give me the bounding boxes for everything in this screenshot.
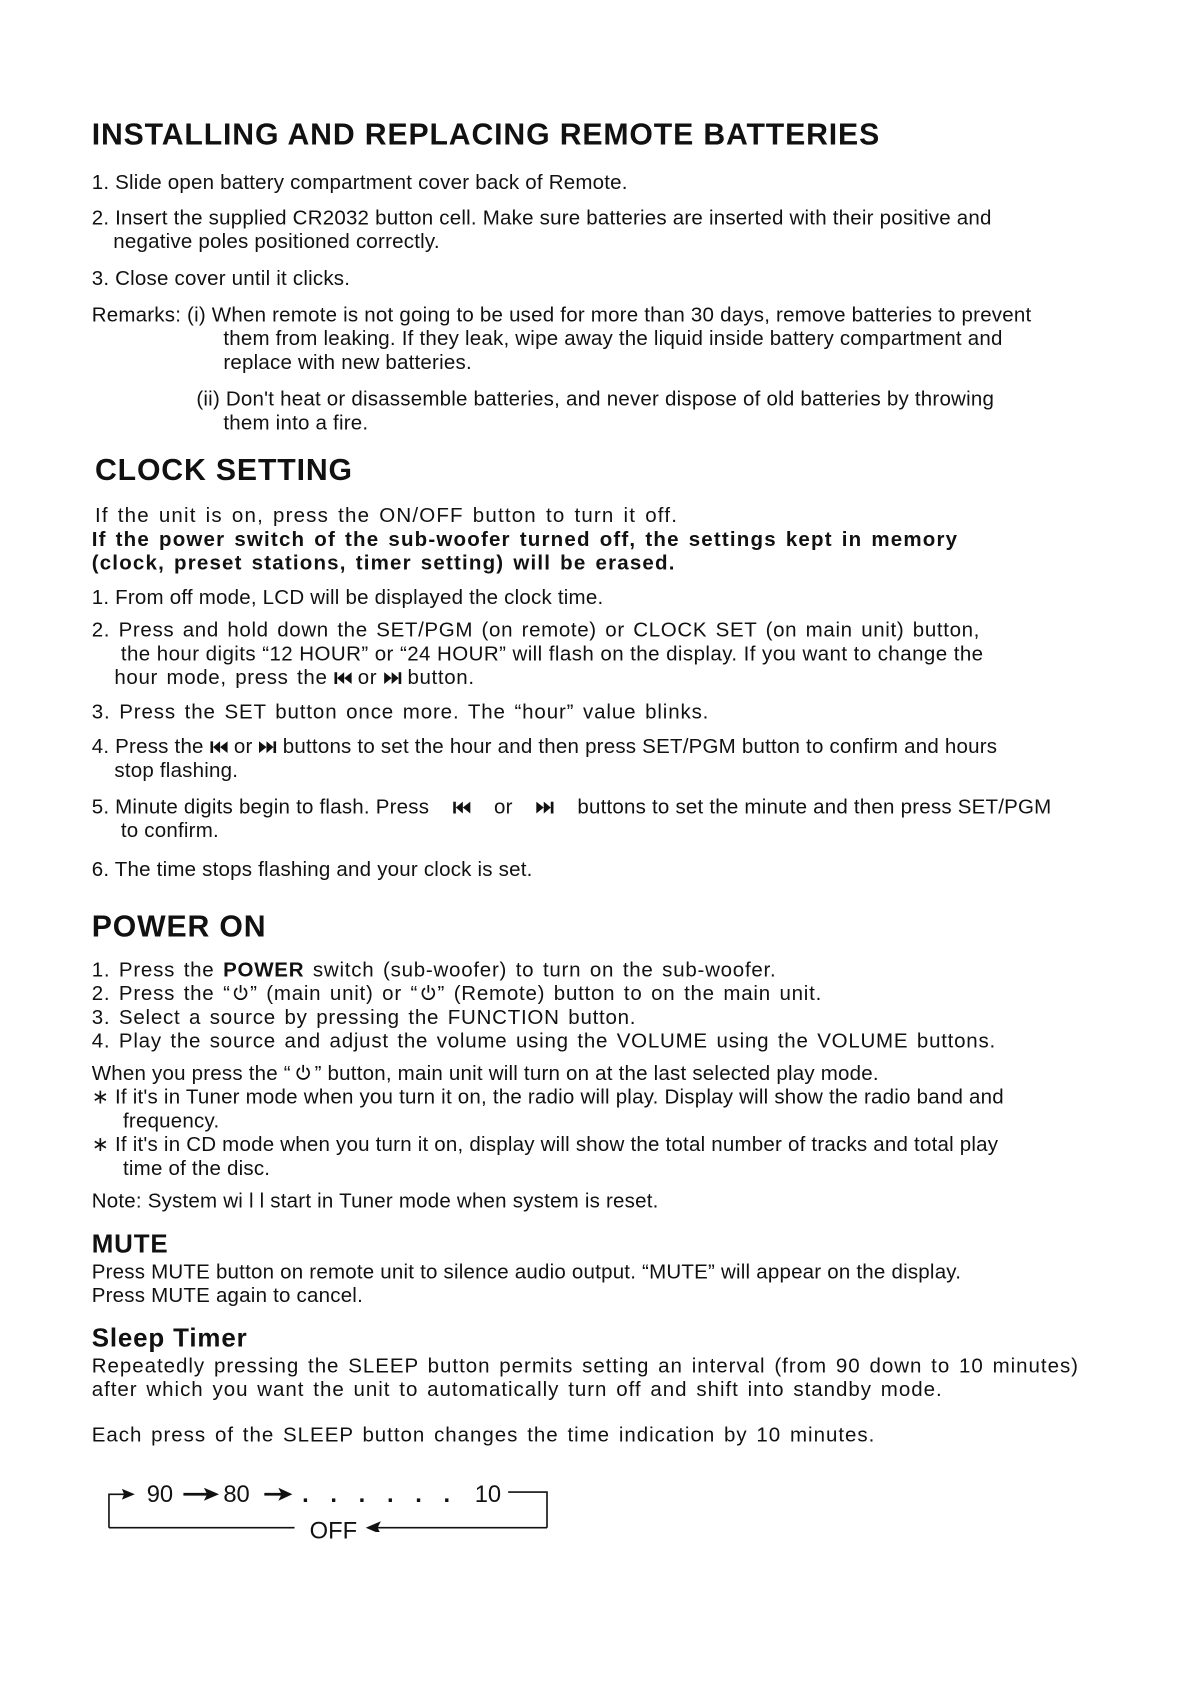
text-line: 2. Insert the supplied CR2032 button cell. Make sure batteries are inserted with their positive and bbox=[91, 207, 992, 230]
text-line: 1. Slide open battery compartment cover back of Remote. bbox=[91, 171, 628, 195]
heading-batteries: INSTALLING AND REPLACING REMOTE BATTERIES bbox=[91, 117, 881, 152]
text-line: stop flashing. bbox=[114, 759, 239, 783]
text-line: Remarks: (i) When remote is not going to be used for more than 30 days, remove batteries to prevent bbox=[91, 304, 1032, 327]
text-line bbox=[92, 984, 822, 1006]
text-line: 4. Play the source and adjust the volume using the VOLUME using the VOLUME buttons. bbox=[91, 1030, 996, 1054]
power-icon bbox=[420, 984, 435, 1006]
text-line: Press MUTE button on remote unit to silence audio output. “MUTE” will appear on the display. bbox=[91, 1261, 962, 1284]
text-line: after which you want the unit to automatically turn off and shift into standby mode. bbox=[91, 1378, 943, 1402]
text-line: them from leaking. If they leak, wipe away the liquid inside battery compartment and bbox=[223, 327, 1003, 351]
text-line: replace with new batteries. bbox=[223, 351, 472, 375]
skip-forward-icon bbox=[536, 797, 553, 819]
text-line bbox=[92, 960, 777, 982]
text: switch (sub-woofer) to turn on the sub-woofer. bbox=[304, 959, 777, 982]
text-line: Press MUTE again to cancel. bbox=[91, 1284, 363, 1308]
text: button. bbox=[407, 666, 475, 690]
text: or bbox=[233, 735, 253, 759]
text: When you press the “ bbox=[91, 1062, 291, 1086]
skip-back-icon bbox=[453, 797, 470, 819]
text-line bbox=[92, 737, 998, 759]
power-icon bbox=[295, 1064, 310, 1086]
text: 2. Press the “ bbox=[91, 982, 231, 1006]
text: hour mode, press the bbox=[114, 666, 328, 690]
sleep-value-10: 10 bbox=[474, 1480, 502, 1508]
text-line: ∗ If it's in CD mode when you turn it on, display will show the total number of tracks and total play bbox=[91, 1133, 999, 1157]
text-line: 3. Press the SET button once more. The “hour” value blinks. bbox=[91, 701, 710, 724]
text: 4. Press the bbox=[91, 735, 204, 759]
skip-back-icon bbox=[334, 668, 351, 690]
text-line: them into a fire. bbox=[223, 412, 369, 435]
power-icon bbox=[233, 984, 248, 1006]
heading-mute: MUTE bbox=[91, 1229, 169, 1260]
text: ” (main unit) or “ bbox=[250, 982, 419, 1006]
skip-forward-icon bbox=[259, 737, 276, 759]
text-line bbox=[92, 1064, 879, 1086]
text-line bbox=[114, 668, 474, 690]
text: 5. Minute digits begin to flash. Press bbox=[91, 796, 430, 819]
text-line: the hour digits “12 HOUR” or “24 HOUR” will flash on the display. If you want to change the bbox=[120, 643, 984, 666]
text: buttons to set the minute and then press SET/PGM bbox=[577, 796, 1052, 819]
text-line: (clock, preset stations, timer setting) will be erased. bbox=[91, 552, 676, 576]
text: buttons to set the hour and then press SET/PGM button to confirm and hours bbox=[282, 735, 998, 759]
heading-power-on: POWER ON bbox=[91, 909, 267, 943]
text-line: Repeatedly pressing the SLEEP button permits setting an interval (from 90 down to 10 minutes) bbox=[91, 1355, 1079, 1378]
text-line: time of the disc. bbox=[122, 1157, 271, 1181]
text-line: 1. From off mode, LCD will be displayed the clock time. bbox=[91, 586, 604, 610]
text-line: If the unit is on, press the ON/OFF button to turn it off. bbox=[94, 504, 679, 528]
text-line: to confirm. bbox=[120, 819, 219, 843]
text-line: negative poles positioned correctly. bbox=[113, 230, 440, 254]
text-line: 6. The time stops flashing and your clock is set. bbox=[91, 858, 533, 882]
skip-back-icon bbox=[210, 737, 227, 759]
sleep-dots: . . . . . . bbox=[302, 1480, 451, 1508]
text-line bbox=[92, 797, 1052, 819]
text-line: 3. Select a source by pressing the FUNCTION button. bbox=[91, 1006, 637, 1030]
sleep-value-90: 90 bbox=[146, 1480, 174, 1508]
text: or bbox=[357, 666, 378, 690]
text-line: Note: System wi l l start in Tuner mode when system is reset. bbox=[91, 1190, 659, 1213]
text-line: frequency. bbox=[122, 1110, 220, 1133]
text: or bbox=[493, 796, 513, 819]
sleep-value-80: 80 bbox=[223, 1480, 250, 1508]
text-line: (ii) Don't heat or disassemble batteries, and never dispose of old batteries by throwing bbox=[196, 388, 995, 412]
heading-clock: CLOCK SETTING bbox=[94, 453, 353, 487]
text-line: ∗ If it's in Tuner mode when you turn it on, the radio will play. Display will show the radio band and bbox=[91, 1086, 1004, 1110]
text: 1. Press the bbox=[91, 959, 224, 982]
text-line: If the power switch of the sub-woofer turned off, the settings kept in memory bbox=[91, 528, 959, 552]
text: ” (Remote) button to on the main unit. bbox=[437, 982, 823, 1006]
text-line: 3. Close cover until it clicks. bbox=[91, 267, 351, 291]
sleep-value-off: OFF bbox=[309, 1516, 358, 1544]
heading-sleep-timer: Sleep Timer bbox=[91, 1323, 248, 1353]
text-line: 2. Press and hold down the SET/PGM (on remote) or CLOCK SET (on main unit) button, bbox=[91, 619, 981, 642]
text-line: Each press of the SLEEP button changes the time indication by 10 minutes. bbox=[91, 1424, 876, 1447]
text: ” button, main unit will turn on at the last selected play mode. bbox=[314, 1062, 879, 1086]
text: POWER bbox=[223, 959, 305, 982]
skip-forward-icon bbox=[384, 668, 401, 690]
